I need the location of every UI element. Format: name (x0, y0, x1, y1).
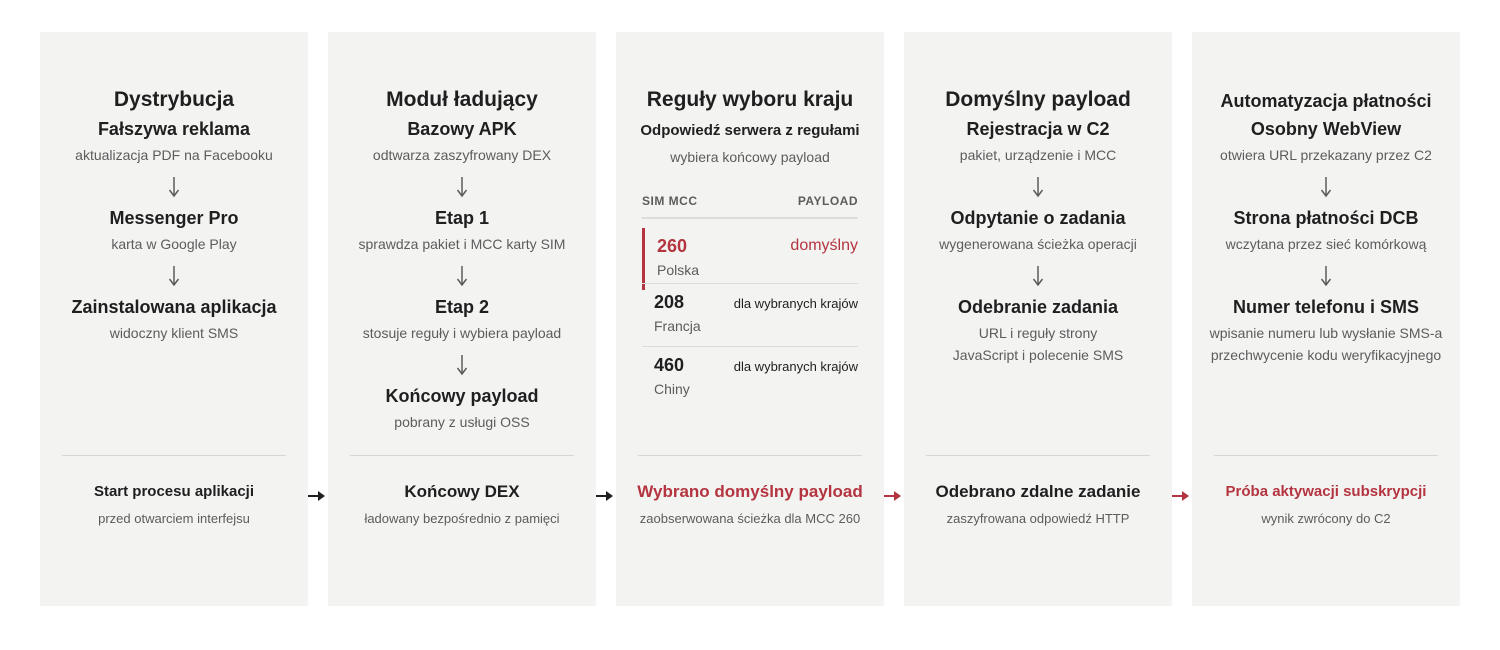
step-phone-and-sms (1192, 296, 1460, 366)
mcc-code: 208 (654, 292, 685, 312)
divider (926, 455, 1150, 456)
mcc-table-header (642, 194, 858, 219)
step-c2-registration (904, 118, 1172, 166)
step-desc: odtwarza zaszyfrowany DEX (372, 147, 552, 163)
step-fake-ad (40, 118, 308, 166)
arrow-down-icon (456, 176, 468, 198)
step-desc: wczytana przez sieć komórkową (1225, 236, 1427, 252)
step-title: Etap 2 (434, 297, 490, 317)
step-installed-app (40, 296, 308, 344)
column-title: Reguły wyboru kraju (646, 88, 854, 111)
footer-desc: ładowany bezpośrednio z pamięci (364, 511, 560, 526)
footer-title: Start procesu aplikacji (93, 483, 255, 500)
step-desc: URL i reguły strony (978, 325, 1098, 341)
step-separate-webview (1192, 118, 1460, 166)
arrow-right-icon (307, 489, 327, 503)
arrow-down-icon (168, 176, 180, 198)
column-footer (1192, 482, 1460, 528)
step-desc: pakiet, urządzenie i MCC (959, 147, 1117, 163)
column-footer (616, 482, 884, 528)
footer-title: Wybrano domyślny payload (637, 482, 863, 501)
mcc-country: Francja (654, 318, 701, 334)
step-messenger-pro (40, 207, 308, 255)
step-title: Odebranie zadania (957, 297, 1119, 317)
step-desc: sprawdza pakiet i MCC karty SIM (358, 236, 566, 252)
mcc-row-france (642, 283, 858, 346)
arrow-right-icon (883, 489, 903, 503)
step-task-polling (904, 207, 1172, 255)
mcc-payload: dla wybranych krajów (733, 359, 858, 374)
footer-title: Odebrano zdalne zadanie (935, 482, 1141, 501)
divider (1214, 455, 1438, 456)
column-title: Moduł ładujący (386, 88, 538, 111)
column-footer (904, 482, 1172, 528)
step-server-response (616, 120, 884, 168)
payload-column-header: PAYLOAD (797, 194, 858, 208)
step-title: Fałszywa reklama (97, 119, 251, 139)
step-desc-line-2: przechwycenie kodu weryfikacyjnego (1210, 347, 1442, 363)
mcc-row-poland (642, 228, 858, 290)
step-dcb-payment-page (1192, 207, 1460, 255)
step-title: Odpytanie o zadania (950, 208, 1126, 228)
column-title: Automatyzacja płatności (1220, 91, 1432, 111)
footer-desc: zaobserwowana ścieżka dla MCC 260 (639, 511, 861, 526)
arrow-down-icon (456, 354, 468, 376)
step-title: Etap 1 (434, 208, 490, 228)
footer-desc: przed otwarciem interfejsu (98, 511, 250, 526)
mcc-code: 260 (657, 236, 688, 256)
step-title: Strona płatności DCB (1233, 208, 1419, 228)
step-title: Rejestracja w C2 (966, 119, 1110, 139)
divider (350, 455, 574, 456)
step-title: Bazowy APK (407, 119, 517, 139)
step-base-apk (328, 118, 596, 166)
arrow-right-icon (1171, 489, 1191, 503)
step-desc: wygenerowana ścieżka operacji (939, 236, 1137, 252)
step-desc: karta w Google Play (111, 236, 237, 252)
step-title: Osobny WebView (1250, 119, 1402, 139)
mcc-payload: dla wybranych krajów (733, 296, 858, 311)
column-footer (40, 482, 308, 528)
mcc-column-header: SIM MCC (642, 194, 698, 208)
arrow-down-icon (168, 265, 180, 287)
step-stage-2 (328, 296, 596, 344)
arrow-down-icon (1032, 176, 1044, 198)
step-desc: otwiera URL przekazany przez C2 (1220, 147, 1432, 163)
step-title: Messenger Pro (109, 208, 239, 228)
column-title: Dystrybucja (113, 88, 235, 111)
mcc-country: Chiny (654, 381, 690, 397)
step-stage-1 (328, 207, 596, 255)
footer-desc: wynik zwrócony do C2 (1261, 511, 1391, 526)
column-loader-module (328, 32, 596, 606)
step-title: Odpowiedź serwera z regułami (640, 122, 860, 139)
mcc-country: Polska (657, 262, 700, 278)
arrow-down-icon (1320, 265, 1332, 287)
mcc-code: 460 (654, 355, 685, 375)
mcc-row-china (642, 346, 858, 409)
arrow-down-icon (1032, 265, 1044, 287)
footer-desc: zaszyfrowana odpowiedź HTTP (946, 511, 1130, 526)
footer-title: Próba aktywacji subskrypcji (1225, 483, 1427, 500)
divider (62, 455, 286, 456)
step-task-received (904, 296, 1172, 366)
mcc-payload: domyślny (790, 237, 858, 254)
column-payment-automation (1192, 32, 1460, 606)
step-title: Zainstalowana aplikacja (71, 297, 277, 317)
step-title: Końcowy payload (385, 386, 539, 406)
step-desc: aktualizacja PDF na Facebooku (75, 147, 273, 163)
column-title: Domyślny payload (945, 88, 1131, 111)
step-desc: pobrany z usługi OSS (394, 414, 530, 430)
footer-title: Końcowy DEX (404, 482, 520, 501)
arrow-right-icon (595, 489, 615, 503)
arrow-down-icon (456, 265, 468, 287)
step-final-payload (328, 385, 596, 433)
column-country-rules (616, 32, 884, 606)
step-desc: wybiera końcowy payload (670, 149, 830, 165)
step-desc: stosuje reguły i wybiera payload (362, 325, 562, 341)
column-distribution (40, 32, 308, 606)
step-title: Numer telefonu i SMS (1232, 297, 1420, 317)
step-desc-line-2: JavaScript i polecenie SMS (952, 347, 1124, 363)
step-desc: wpisanie numeru lub wysłanie SMS-a (1209, 325, 1443, 341)
column-default-payload (904, 32, 1172, 606)
step-desc: widoczny klient SMS (109, 325, 239, 341)
divider (638, 455, 862, 456)
column-footer (328, 482, 596, 528)
arrow-down-icon (1320, 176, 1332, 198)
